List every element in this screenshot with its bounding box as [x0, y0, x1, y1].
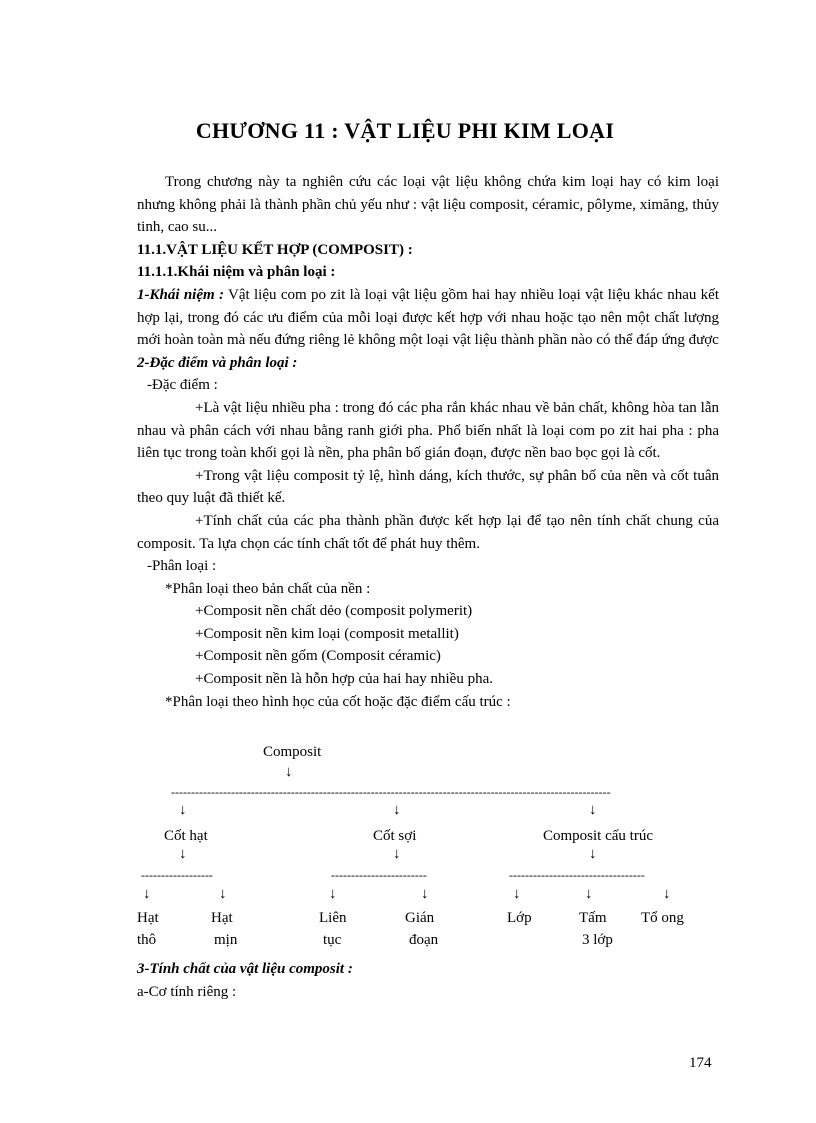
tree-leaf: Liên	[319, 910, 347, 926]
arrow-down-icon: ↓	[143, 886, 151, 902]
arrow-down-icon: ↓	[585, 886, 593, 902]
properties-section	[137, 958, 719, 1004]
concept-label: 1-Khái niệm :	[137, 286, 224, 303]
tree-divider: ------------------------	[331, 868, 427, 882]
tree-leaf: thô	[137, 932, 157, 948]
features-heading: 2-Đặc điểm và phân loại :	[137, 354, 298, 371]
tree-leaf: Tổ ong	[641, 910, 684, 926]
matrix-item: +Composit nền gốm (Composit céramic)	[195, 648, 441, 665]
tree-leaf: Hạt	[211, 910, 233, 926]
classification-tree	[137, 744, 719, 954]
arrow-down-icon: ↓	[513, 886, 521, 902]
arrow-down-icon: ↓	[663, 886, 671, 902]
page-number: 174	[689, 1055, 712, 1071]
tree-leaf: 3 lớp	[582, 932, 613, 948]
arrow-down-icon: ↓	[421, 886, 429, 902]
arrow-down-icon: ↓	[393, 846, 401, 862]
arrow-down-icon: ↓	[285, 764, 293, 780]
section-heading: 11.1.VẬT LIỆU KẾT HỢP (COMPOSIT) :	[137, 241, 413, 258]
tree-divider: --------------------------------------------------------------------------------------------------------------	[171, 785, 611, 799]
feature-2: +Trong vật liệu composit tỷ lệ, hình dáng, kích thước, sự phân bố của nền và cốt tuân theo quy luật đã thiết kế.	[137, 467, 719, 507]
feature-1: +Là vật liệu nhiều pha : trong đó các pha rắn khác nhau về bản chất, không hòa tan lẫn nhau và phân cách với nhau bằng ranh giới pha. Phổ biến nhất là loại com po zit hai pha : pha liên tục trong toàn khối gọi là nền, pha phân bố gián đoạn, được nền bao bọc gọi là cốt.	[137, 399, 719, 462]
arrow-down-icon: ↓	[589, 802, 597, 818]
tree-leaf: mịn	[214, 932, 238, 948]
intro-paragraph: Trong chương này ta nghiên cứu các loại vật liệu không chứa kim loại hay có kim loại nhưng không phải là thành phần chủ yếu như : vật liệu composit, céramic, pôlyme, ximăng, thủy tinh, cao su...	[137, 174, 719, 236]
concept-text: Vật liệu com po zit là loại vật liệu gồm hai hay nhiều loại vật liệu khác nhau kết hợp lại, trong đó các ưu điểm của mỗi loại được kết hợp với nhau hoặc tạo nên một chất lượng mới hoàn toàn mà nếu đứng riêng lẻ không một loại vật liệu thành phần nào có thể đáp ứng được	[137, 286, 719, 349]
feature-3: +Tính chất của các pha thành phần được kết hợp lại để tạo nên tính chất chung của composit. Ta lựa chọn các tính chất tốt để phát huy thêm.	[137, 512, 719, 552]
class-label: -Phân loại :	[147, 558, 217, 575]
matrix-item: +Composit nền chất dẻo (composit polymerit)	[195, 603, 473, 620]
tree-branch: Cốt sợi	[373, 828, 417, 844]
tree-branch: Composit cấu trúc	[543, 828, 653, 844]
chapter-title: CHƯƠNG 11 : VẬT LIỆU PHI KIM LOẠI	[195, 118, 615, 143]
tree-divider: ------------------	[141, 868, 213, 882]
tree-leaf: Hạt	[137, 910, 159, 926]
matrix-item: +Composit nền là hỗn hợp của hai hay nhiều pha.	[195, 671, 494, 688]
arrow-down-icon: ↓	[179, 802, 187, 818]
arrow-down-icon: ↓	[329, 886, 337, 902]
tree-leaf: Tấm	[579, 910, 607, 926]
arrow-down-icon: ↓	[179, 846, 187, 862]
arrow-down-icon: ↓	[589, 846, 597, 862]
features-label: -Đặc điểm :	[147, 377, 218, 394]
tree-leaf: tục	[323, 932, 342, 948]
class-by-matrix: *Phân loại theo bản chất của nền :	[165, 580, 371, 597]
tree-leaf: đoạn	[409, 932, 439, 948]
tree-divider: ----------------------------------	[509, 868, 645, 882]
tree-root: Composit	[263, 744, 322, 760]
tree-leaf: Gián	[405, 910, 435, 926]
subsection-heading: 11.1.1.Khái niệm và phân loại :	[137, 264, 336, 281]
body-text	[137, 171, 719, 713]
matrix-item: +Composit nền kim loại (composit metallit)	[195, 625, 459, 642]
class-by-geometry: *Phân loại theo hình học của cốt hoặc đặc điểm cấu trúc :	[165, 693, 511, 710]
properties-heading: 3-Tính chất của vật liệu composit :	[137, 961, 353, 977]
tree-branch: Cốt hạt	[164, 828, 208, 844]
tree-leaf: Lớp	[507, 910, 532, 926]
properties-sub: a-Cơ tính riêng :	[137, 984, 237, 1000]
arrow-down-icon: ↓	[393, 802, 401, 818]
arrow-down-icon: ↓	[219, 886, 227, 902]
concept-paragraph	[137, 284, 719, 352]
